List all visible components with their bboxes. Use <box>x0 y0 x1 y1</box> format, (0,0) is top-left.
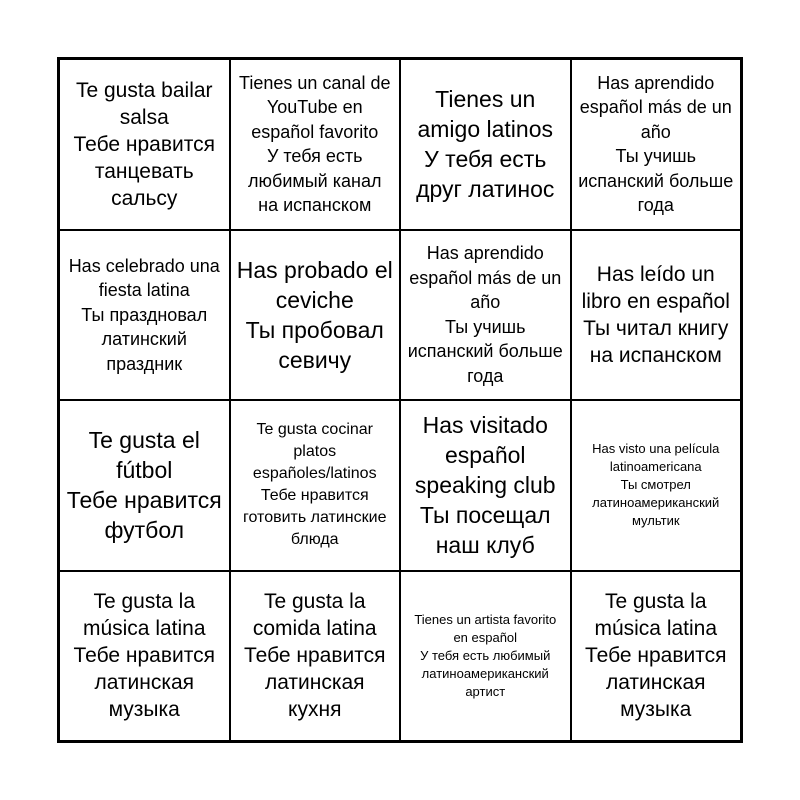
cell-text: Has celebrado una fiesta latina Ты праздновал латинский праздник <box>68 255 220 374</box>
bingo-cell[interactable] <box>571 59 742 230</box>
cell-text: Tienes un artista favorito en español У тебя есть любимый латиноамериканский артист <box>414 611 557 699</box>
bingo-cell[interactable] <box>571 571 742 742</box>
cell-text: Has probado el ceviche Ты пробовал севичу <box>236 256 393 373</box>
cell-text: Te gusta la comida latina Тебе нравится латинская кухня <box>244 590 386 722</box>
bingo-cell[interactable] <box>230 230 401 401</box>
bingo-cell[interactable] <box>571 400 742 571</box>
cell-text: Te gusta cocinar platos españoles/latinos Тебе нравится готовить латинские блюда <box>243 421 387 549</box>
bingo-cell[interactable] <box>59 571 230 742</box>
cell-text: Has aprendido español más de un año Ты учишь испанский больше года <box>578 72 734 216</box>
bingo-cell[interactable] <box>400 59 571 230</box>
cell-text: Tienes un amigo latinos У тебя есть друг латинос <box>416 86 555 203</box>
bingo-cell[interactable] <box>59 400 230 571</box>
cell-text: Has visitado español speaking club Ты посещал наш клуб <box>414 412 556 559</box>
cell-text: Te gusta la música latina Тебе нравится латинская музыка <box>73 590 215 722</box>
cell-text: Has leído un libro en español Ты читал книгу на испанском <box>581 262 730 367</box>
bingo-cell[interactable] <box>400 230 571 401</box>
bingo-cell[interactable] <box>59 59 230 230</box>
cell-text: Has visto una película latinoamericana Ты смотрел латиноамериканский мультик <box>592 441 720 529</box>
bingo-cell[interactable] <box>571 230 742 401</box>
cell-text: Has aprendido español más de un año Ты учишь испанский больше года <box>407 243 563 386</box>
cell-text: Te gusta la música latina Тебе нравится латинская музыка <box>585 590 727 722</box>
cell-text: Tienes un canal de YouTube en español favorito У тебя есть любимый канал на испанском <box>239 72 391 216</box>
bingo-cell[interactable] <box>230 59 401 230</box>
cell-text: Te gusta el fútbol Тебе нравится футбол <box>66 427 222 544</box>
bingo-cell[interactable] <box>230 571 401 742</box>
bingo-cell[interactable] <box>400 400 571 571</box>
bingo-board <box>57 57 743 743</box>
bingo-cell[interactable] <box>59 230 230 401</box>
cell-text: Te gusta bailar salsa Тебе нравится танцевать сальсу <box>73 78 215 210</box>
bingo-cell[interactable] <box>400 571 571 742</box>
bingo-cell[interactable] <box>230 400 401 571</box>
